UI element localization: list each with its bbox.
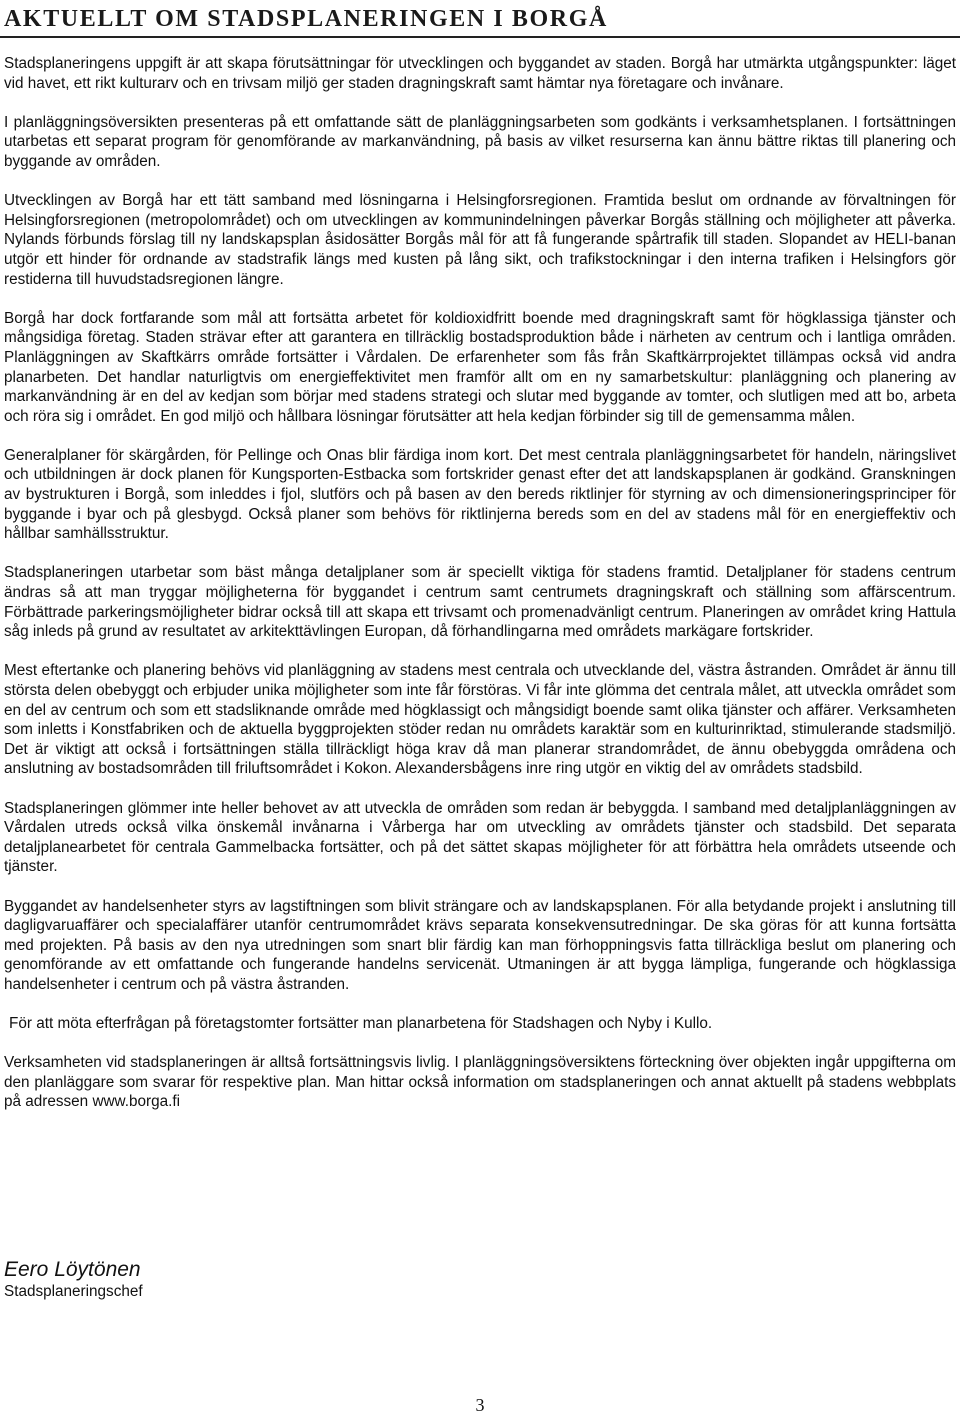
paragraph: Borgå har dock fortfarande som mål att fortsätta arbetet för koldioxidfritt boende med dragningskraft samt för högklassiga tjänster och mångsidiga företag. Staden strävar efter att garantera en tillräcklig bostadsproduktion både i närheten av centrum och i lantliga områden. Planläggningen av Skaftkärrs område fortsätter i Vårdalen. De erfarenheter som fås från Skaftkärrprojektet tillämpas också vid andra planarbeten. Det handlar naturligtvis om energieffektivitet men framför allt om en ny samarbetskultur: planläggning och planering av markanvändning är en del av kedjan som börjar med stadens strategi och slutar med byggande av tomter, och slutligen med att bo, arbeta och röra sig i området. En god miljö och hållbara lösningar förutsätter att hela kedjan förbinder sig till de gemensamma målen. [4, 309, 956, 425]
page-heading: AKTUELLT OM STADSPLANERINGEN I BORGÅ [0, 2, 960, 38]
signature-title: Stadsplaneringschef [4, 1283, 143, 1300]
paragraph: Verksamheten vid stadsplaneringen är alltså fortsättningsvis livlig. I planläggningsöversiktens förteckning över objekten ingår uppgifterna om den planläggare som svarar för respektive plan. Man hittar också information om stadsplaneringen och annat aktuellt på stadens webbplats på adressen www.borga.fi [4, 1054, 956, 1111]
page-number: 3 [475, 1395, 485, 1415]
paragraph: Utvecklingen av Borgå har ett tätt samband med lösningarna i Helsingforsregionen. Framtida beslut om ordnande av förvaltningen för Helsingforsregionen (metropolområdet) och om utvecklingen av kommunindelningen påverkar Borgås ställning och möjligheter att påverka. Nylands förbunds förslag till ny landskapsplan åsidosätter Borgås mål för att få fungerande spårtrafik till staden. Slopandet av HELI-banan utgör ett hinder för ordnande av stadstrafik längs med kusten på lång sikt, och trafikstockningar i den interna trafiken i Helsingfors gör restiderna till huvudstadsregionen längre. [4, 192, 956, 288]
paragraph: Stadsplaneringen glömmer inte heller behovet av att utveckla de områden som redan är bebyggda. I samband med detaljplanläggningen av Vårdalen utreds också vilka önskemål invånarna i Vårberga har om utveckling av områdets tjänster och stadsbild. Det separata detaljplanearbetet för centrala Gammelbacka fortsätter, och på det sättet skapas möjligheter för att förbättra hela områdets utseende och tjänster. [4, 799, 956, 876]
paragraph: Generalplaner för skärgården, för Pellinge och Onas blir färdiga inom kort. Det mest centrala planläggningsarbetet för handeln, näringslivet och utbildningen är dock planen för Kungsporten-Estbacka som fortskrider genast efter det att landskapsplanen är godkänd. Granskningen av bystrukturen i Borgå, som inleddes i fjol, slutförs och på basen av den bereds riktlinjer för styrning av och dimensioneringsprinciper för byggande i byar och på glesbygd. Också planer som behövs för riktlinjerna bereds som en del av stadens mål för en energieffektiv och hållbar samhällsstruktur. [4, 446, 956, 543]
paragraph: För att möta efterfrågan på företagstomter fortsätter man planarbetena för Stadshagen och Nyby i Kullo. [9, 1015, 713, 1033]
paragraph: Stadsplaneringens uppgift är att skapa förutsättningar för utvecklingen och byggandet av staden. Borgå har utmärkta utgångspunkter: läget vid havet, ett rikt kulturarv och en trivsam miljö ger staden dragningskraft samt hämtar nya företagare och invånare. [4, 55, 956, 92]
signature-name: Eero Löytönen [4, 1258, 141, 1281]
paragraph: Mest eftertanke och planering behövs vid planläggning av stadens mest centrala och utvecklande del, västra åstranden. Området är ännu till största delen obebyggt och erbjuder unika möjligheter som inte får förstöras. Vi får inte glömma det centrala målet, att utveckla området som en del av centrum och som ett stadsliknande område med högklassigt och mångsidigt boende samt olika tjänster och affärer. Verksamheten som inletts i Konstfabriken och de aktuella byggprojekten stöder redan nu områdets karaktär som en kulturinriktad, stimulerande stadsmiljö. Det är viktigt att också i fortsättningen ställa tillräckligt höga krav då man planerar strandområdet, de ännu obebyggda områdena och anslutning av bostadsområden till friluftsområdet i Kokon. Alexandersbågens inre ring utgör en viktig del av områdets stadsbild. [4, 662, 956, 778]
paragraph: Byggandet av handelsenheter styrs av lagstiftningen som blivit strängare och av landskapsplanen. För alla betydande projekt i anslutning till dagligvaruaffärer och specialaffärer utanför centrumområdet krävs separata konsekvensutredningar. De ska göras för att kunna fortsätta med projekten. På basis av den nya utredningen som snart blir färdig kan man förhoppningsvis fatta tillräckliga beslut om planering och genomförande av ett omfattande och fungerande handelns servicenät. Utmaningen är att bygga lämpliga, fungerande och högklassiga handelsenheter i centrum och på västra åstranden. [4, 897, 956, 993]
body-text [4, 54, 956, 1132]
paragraph: I planläggningsöversikten presenteras på ett omfattande sätt de planläggningsarbeten som godkänts i verksamhetsplanen. I fortsättningen utarbetas ett separat program för genomförande av markanvändning, på basis av vilket resurserna kan ännu bättre riktas till planering och byggande av områden. [4, 113, 956, 170]
paragraph: Stadsplaneringen utarbetar som bäst många detaljplaner som är speciellt viktiga för stadens framtid. Detaljplaner för stadens centrum ändras så att man tryggar möjligheterna för byggandet i centrum samt centrumets dragningskraft och ställning som affärscentrum. Förbättrade parkeringsmöjligheter bidrar också till att skapa ett trivsamt och promenadvänligt centrum. Planeringen av området kring Hattula såg inleds på grund av resultatet av arkitekttävlingen Europan, då förhandlingarna med områdets markägare fortskrider. [4, 564, 956, 641]
